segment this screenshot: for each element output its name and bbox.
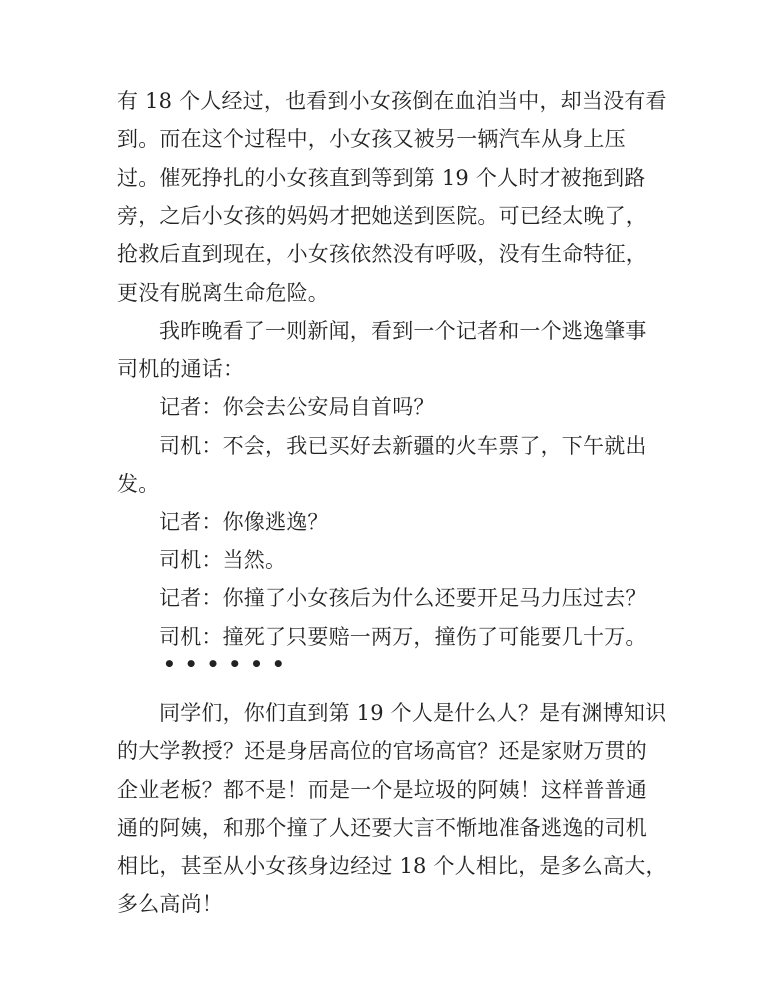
text-line-20: 通的阿姨，和那个撞了人还要大言不惭地准备逃逸的司机 [117, 816, 647, 840]
text-line-21: 相比，甚至从小女孩身边经过 18 个人相比，是多么高大， [117, 854, 667, 878]
text-line-1: 有 18 个人经过，也看到小女孩倒在血泊当中，却当没有看 [117, 89, 667, 113]
text-line-19: 企业老板？都不是！而是一个是垃圾的阿姨！这样普普通 [117, 778, 647, 802]
text-line-4: 旁，之后小女孩的妈妈才把她送到医院。可已经太晚了， [117, 204, 647, 228]
dialogue-driver-2: 司机：当然。 [159, 548, 287, 572]
text-line-6: 更没有脱离生命危险。 [117, 281, 329, 305]
dialogue-driver-3: 司机：撞死了只要赔一两万，撞伤了可能要几十万。 [159, 625, 647, 649]
dialogue-driver-1: 司机：不会，我已买好去新疆的火车票了，下午就出 [159, 434, 647, 458]
text-line-5: 抢救后直到现在，小女孩依然没有呼吸，没有生命特征， [117, 242, 647, 266]
dialogue-reporter-2: 记者：你像逃逸？ [159, 510, 329, 534]
ellipsis-dots: •••••• [163, 652, 294, 676]
text-line-3: 过。催死挣扎的小女孩直到等到第 19 个人时才被拖到路 [117, 166, 646, 190]
paragraph-news-start: 我昨晚看了一则新闻，看到一个记者和一个逃逸肇事 [159, 319, 647, 343]
text-line-8: 司机的通话： [117, 357, 245, 381]
dialogue-driver-1-cont: 发。 [117, 472, 160, 496]
text-line-2: 到。而在这个过程中，小女孩又被另一辆汽车从身上压 [117, 127, 626, 151]
text-line-18: 的大学教授？还是身居高位的官场高官？还是家财万贯的 [117, 739, 647, 763]
paragraph-students-start: 同学们，你们直到第 19 个人是什么人？是有渊博知识 [159, 701, 667, 725]
dialogue-reporter-3: 记者：你撞了小女孩后为什么还要开足马力压过去？ [159, 586, 647, 610]
text-line-22: 多么高尚！ [117, 892, 223, 916]
dialogue-reporter-1: 记者：你会去公安局自首吗？ [159, 395, 435, 419]
